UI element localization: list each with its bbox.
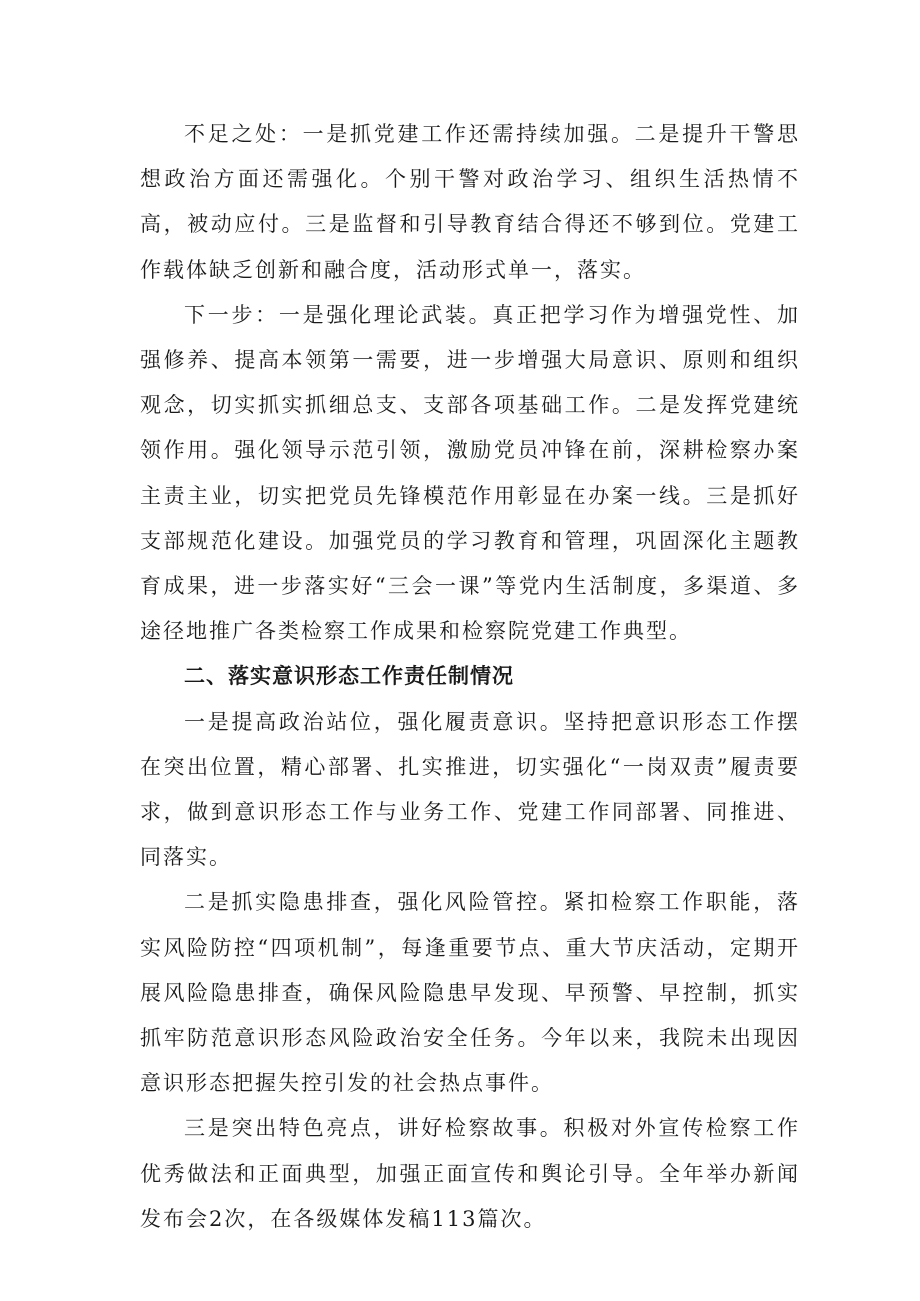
document-body xyxy=(140,112,800,1242)
paragraph-risk-control: 二是抓实隐患排查，强化风险管控。紧扣检察工作职能，落实风险防控“四项机制”，每逢重要节点、重大节庆活动，定期开展风险隐患排查，确保风险隐患早发现、早预警、早控制，抓实抓牢防范意识形态风险政治安全任务。今年以来，我院未出现因意识形态把握失控引发的社会热点事件。 xyxy=(140,890,800,1096)
paragraph-shortcomings: 不足之处：一是抓党建工作还需持续加强。二是提升干警思想政治方面还需强化。个别干警对政治学习、组织生活热情不高，被动应付。三是监督和引导教育结合得还不够到位。党建工作载体缺乏创新和融合度，活动形式单一，落实。 xyxy=(140,122,800,282)
paragraph-next-steps: 下一步：一是强化理论武装。真正把学习作为增强党性、加强修养、提高本领第一需要，进一步增强大局意识、原则和组织观念，切实抓实抓细总支、支部各项基础工作。二是发挥党建统领作用。强化领导示范引领，激励党员冲锋在前，深耕检察办案主责主业，切实把党员先锋模范作用彰显在办案一线。三是抓好支部规范化建设。加强党员的学习教育和管理，巩固深化主题教育成果，进一步落实好“三会一课”等党内生活制度，多渠道、多途径地推广各类检察工作成果和检察院党建工作典型。 xyxy=(140,302,800,644)
paragraph-political-stance: 一是提高政治站位，强化履责意识。坚持把意识形态工作摆在突出位置，精心部署、扎实推进，切实强化“一岗双责”履责要求，做到意识形态工作与业务工作、党建工作同部署、同推进、同落实。 xyxy=(140,709,800,870)
section-heading: 二、落实意识形态工作责任制情况 xyxy=(184,664,514,689)
paragraph-highlights: 三是突出特色亮点，讲好检察故事。积极对外宣传检察工作优秀做法和正面典型，加强正面宣传和舆论引导。全年举办新闻发布会2次，在各级媒体发稿113篇次。 xyxy=(140,1116,800,1231)
